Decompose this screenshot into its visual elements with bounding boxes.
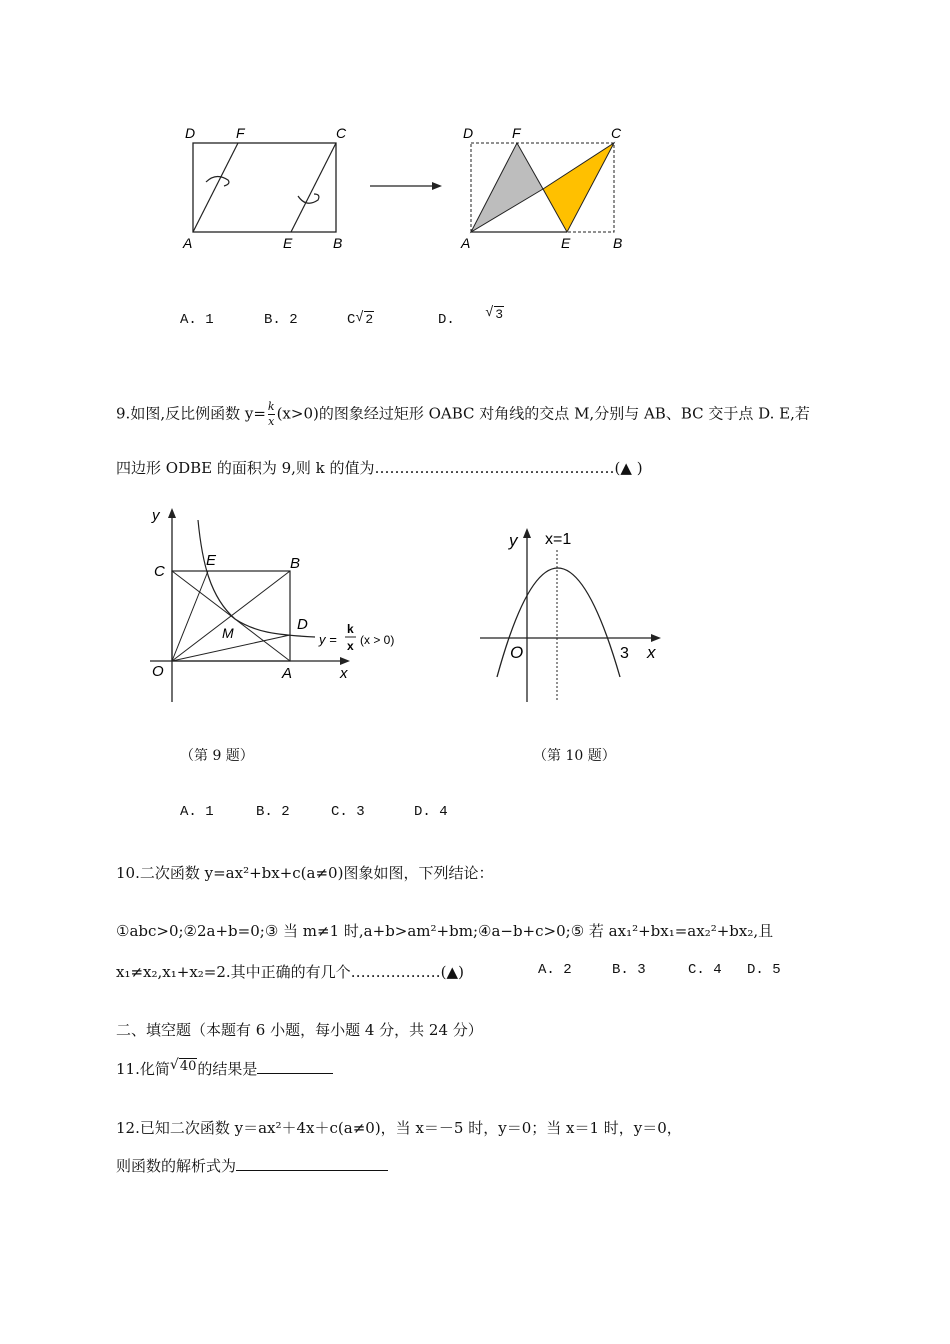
q9-option-a: A. 1 <box>180 804 214 820</box>
q12-line1: 12.已知二次函数 y＝ax²＋4x＋c(a≠0)，当 x＝－5 时，y＝0；当 x＝1 时，y＝0， <box>116 1119 682 1137</box>
sqrt-symbol: √ 40 <box>169 1057 197 1074</box>
q9-option-c: C. 3 <box>331 804 365 820</box>
q12-line2 <box>116 1155 388 1176</box>
q10-line1: 10.二次函数 y=ax²+bx+c(a≠0)图象如图，下列结论： <box>116 864 494 882</box>
q11-answer-blank[interactable] <box>257 1059 333 1074</box>
fold-line-af <box>193 143 238 232</box>
label-C: C <box>336 125 347 141</box>
gray-triangle <box>471 143 543 232</box>
q9-option-d: D. 4 <box>414 804 448 820</box>
label-D: D <box>463 125 474 141</box>
label-A: A <box>461 235 471 251</box>
q8-option-c-value: 2 <box>365 312 374 327</box>
label-C: C <box>611 125 622 141</box>
figure-10 <box>475 522 675 712</box>
figure-10-caption: （第 10 题） <box>533 748 616 764</box>
y-axis-arrow-icon <box>523 528 531 538</box>
q11-pre: 11.化简 <box>116 1060 170 1078</box>
q8-option-a: A. 1 <box>180 312 214 328</box>
fraction-k-over-x: $\frac{k}{x}$ <box>267 400 275 428</box>
q9-text-pre: 如图,反比例函数 y= <box>130 404 266 423</box>
x-axis-arrow-icon <box>340 657 350 665</box>
label-D: D <box>185 125 196 141</box>
label-B: B <box>290 555 301 572</box>
q8-option-c-prefix: C <box>347 312 356 328</box>
q11-post: 的结果是 <box>197 1060 258 1078</box>
label-E: E <box>561 235 571 251</box>
label-E: E <box>283 235 293 251</box>
label-M: M <box>222 625 234 641</box>
label-3: 3 <box>620 645 629 662</box>
q11 <box>116 1058 333 1079</box>
q8-option-b: B. 2 <box>264 312 298 328</box>
figure-9 <box>140 502 420 712</box>
label-x: x <box>647 643 656 662</box>
label-D: D <box>297 616 308 633</box>
label-y: y <box>509 531 518 550</box>
q9-text-post: (x>0)的图象经过矩形 OABC 对角线的交点 M,分别与 AB、BC 交于点 D. E,若 <box>276 404 810 423</box>
label-O: O <box>152 663 164 680</box>
q10-option-c: C. 4 <box>688 962 722 978</box>
y-axis-arrow-icon <box>168 508 176 518</box>
curve-label-prefix: y = <box>319 632 337 647</box>
q8-option-c <box>347 312 374 328</box>
label-B: B <box>613 235 623 251</box>
label-E: E <box>206 552 217 569</box>
fold-figure <box>170 118 640 258</box>
sqrt-symbol: √ 3 <box>485 305 504 322</box>
q9-line1 <box>116 400 810 429</box>
sqrt-symbol: √ 2 <box>355 310 374 327</box>
label-A: A <box>183 235 193 251</box>
x-axis-arrow-icon <box>651 634 661 642</box>
curve-label-k: k <box>347 622 354 636</box>
section-2-title: 二、填空题（本题有 6 小题，每小题 4 分，共 24 分） <box>116 1021 483 1039</box>
curve-label-x: x <box>347 639 354 653</box>
label-B: B <box>333 235 343 251</box>
q8-option-d <box>438 305 504 328</box>
label-x-eq-1: x=1 <box>545 531 572 548</box>
q9-line2: 四边形 ODBE 的面积为 9,则 k 的值为…………………………………………(▲ ) <box>116 459 643 477</box>
label-F: F <box>512 125 521 141</box>
orange-triangle <box>543 143 614 232</box>
q10-line2: ①abc>0;②2a+b=0;③ 当 m≠1 时,a+b>am²+bm;④a−b+c>0;⑤ 若 ax₁²+bx₁=ax₂²+bx₂,且 <box>116 922 774 940</box>
q9-option-b: B. 2 <box>256 804 290 820</box>
q8-option-d-prefix: D. <box>438 312 455 328</box>
q10-option-d: D. 5 <box>747 962 781 978</box>
label-x: x <box>340 665 348 682</box>
q10-line3: x₁≠x₂,x₁+x₂=2.其中正确的有几个………………(▲) <box>116 963 464 981</box>
q9-number: 9. <box>116 404 131 423</box>
label-y: y <box>152 507 160 524</box>
label-C: C <box>154 563 165 580</box>
label-O: O <box>510 643 524 662</box>
q12-line2-text: 则函数的解析式为 <box>116 1157 237 1175</box>
figure-9-caption: （第 9 题） <box>180 748 254 764</box>
q11-radicand: 40 <box>179 1059 197 1074</box>
fold-line-ec <box>291 143 336 232</box>
q8-option-d-value: 3 <box>495 307 504 322</box>
q12-answer-blank[interactable] <box>236 1156 388 1171</box>
q10-option-b: B. 3 <box>612 962 646 978</box>
q10-option-a: A. 2 <box>538 962 572 978</box>
label-F: F <box>236 125 245 141</box>
curve-label-condition: (x > 0) <box>360 633 395 647</box>
rectangle-abcd <box>193 143 336 232</box>
arrow-head-icon <box>432 182 442 190</box>
label-A: A <box>282 665 293 682</box>
